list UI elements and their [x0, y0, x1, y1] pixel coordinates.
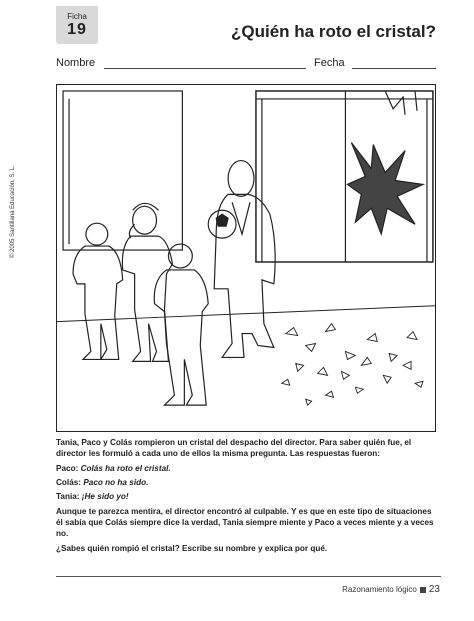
- date-line[interactable]: [352, 68, 436, 69]
- illustration: [56, 84, 436, 432]
- name-date-row: [56, 57, 436, 75]
- page-number: 23: [428, 584, 440, 595]
- name-line[interactable]: [104, 68, 306, 69]
- name-label: Nombre: [56, 57, 96, 69]
- quote-colas: Paco no ha sido.: [83, 477, 149, 487]
- clue-paragraph: Aunque te parezca mentira, el director encontró al culpable. Y es que en este tipo de situaciones él sabía que Colás siempre dice la verdad, Tania siempre miente y Paco a veces miente y a veces no.: [56, 506, 434, 539]
- ficha-label: Ficha: [67, 12, 87, 21]
- copyright-text: © 2005 Santillana Educación, S. L.: [10, 165, 16, 258]
- ficha-number: 19: [67, 21, 87, 38]
- answer-tania: [56, 491, 438, 502]
- square-icon: [420, 587, 426, 593]
- footer-section: Razonamiento lógico: [342, 585, 417, 594]
- quote-paco: Colás ha roto el cristal.: [80, 463, 171, 473]
- page-title: ¿Quién ha roto el cristal?: [231, 22, 436, 41]
- date-label: Fecha: [314, 57, 345, 69]
- ficha-badge: [56, 6, 98, 44]
- answer-colas: [56, 477, 438, 488]
- question-paragraph: ¿Sabes quién rompió el cristal? Escribe su nombre y explica por qué.: [56, 543, 328, 553]
- quote-tania: ¡He sido yo!: [81, 492, 129, 502]
- story-text: [56, 437, 438, 557]
- speaker-paco: Paco:: [56, 463, 79, 473]
- intro-paragraph: Tania, Paco y Colás rompieron un cristal del despacho del director. Para saber quién fue, el director les formuló a cada uno de ellos la misma pregunta. Las respuestas fueron:: [56, 438, 412, 459]
- illustration-drawing: [57, 85, 435, 431]
- speaker-colas: Colás:: [56, 477, 82, 487]
- footer-divider: [56, 576, 441, 577]
- answer-paco: [56, 463, 438, 474]
- speaker-tania: Tania:: [56, 492, 80, 502]
- footer: [342, 584, 440, 595]
